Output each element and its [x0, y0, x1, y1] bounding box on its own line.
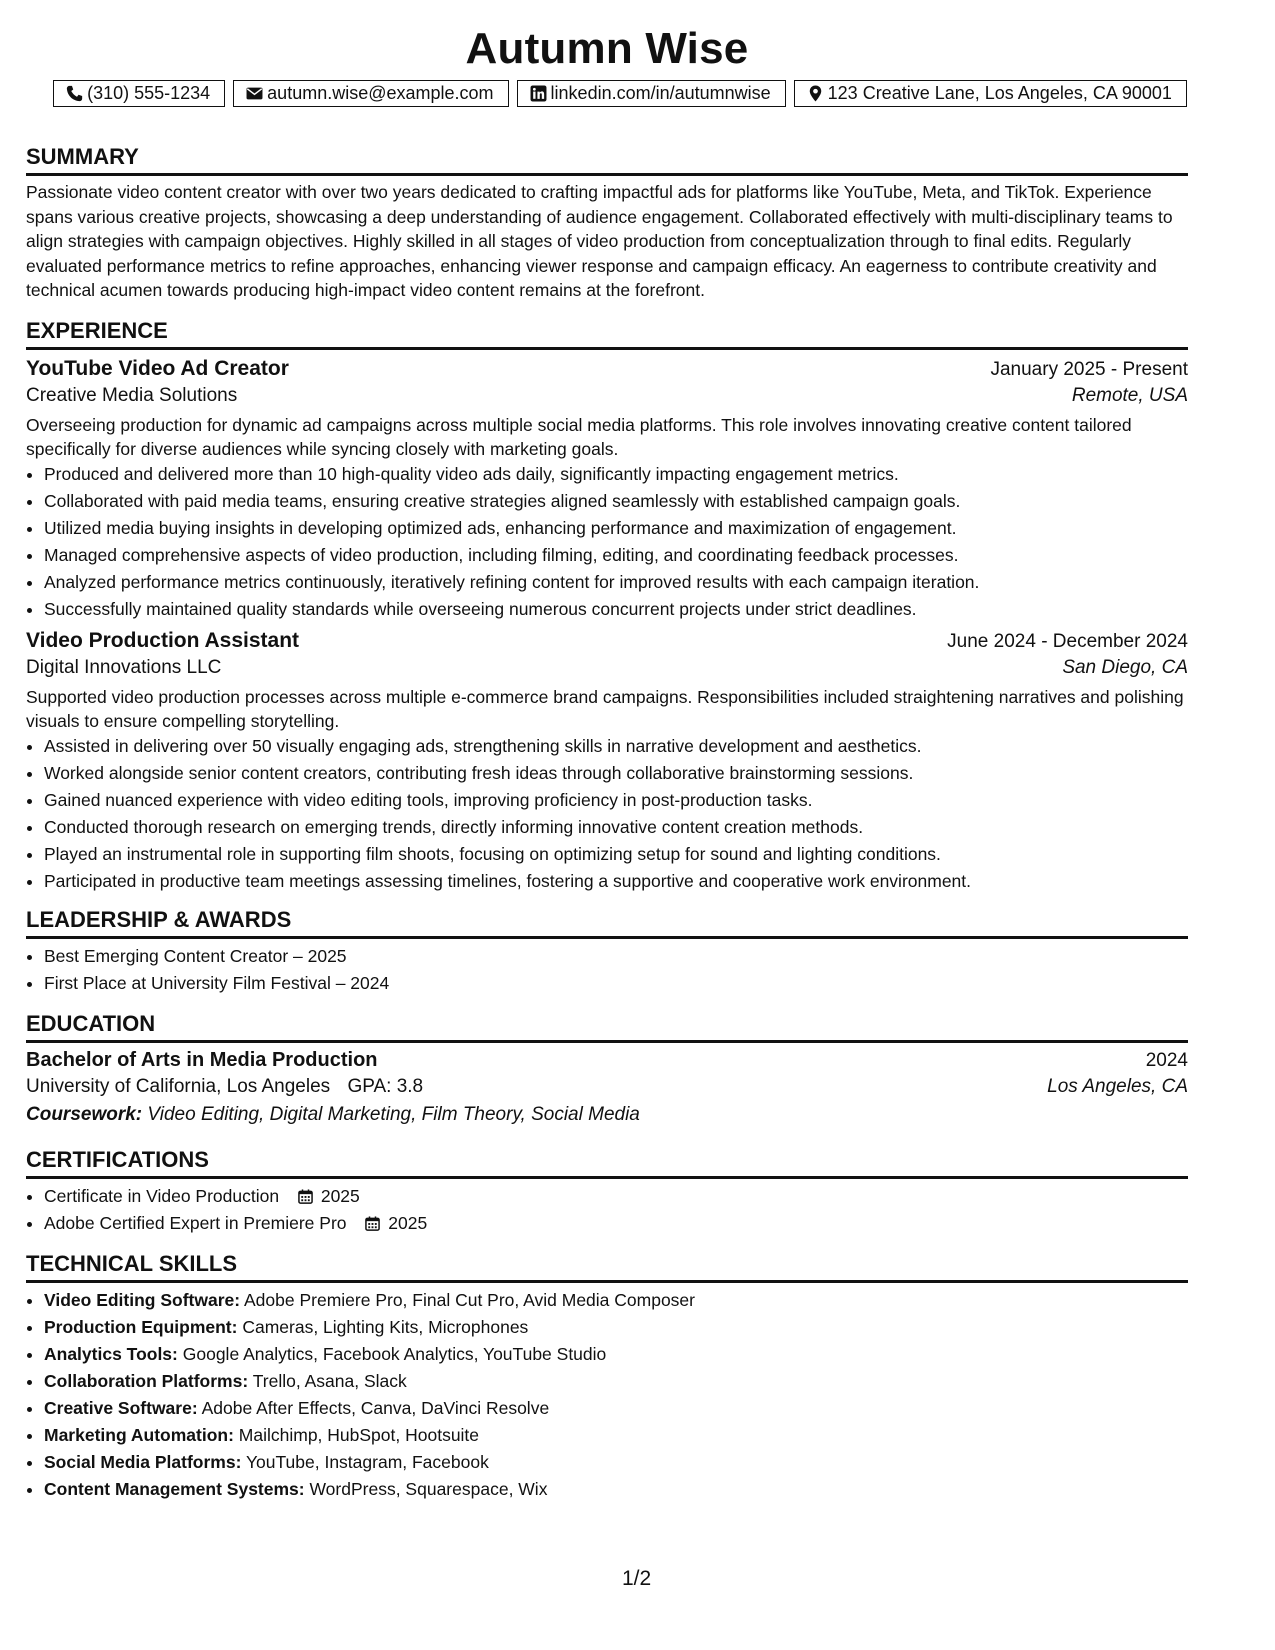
skill-value: Cameras, Lighting Kits, Microphones [242, 1316, 529, 1337]
list-item: • Managed comprehensive aspects of video production, including filming, editing, and coordinating feedback processes. [44, 542, 1188, 569]
list-item: • Best Emerging Content Creator – 2025 [44, 943, 1188, 970]
job-entry [26, 629, 1188, 895]
gpa: GPA: 3.8 [347, 1075, 424, 1097]
skill-value: Google Analytics, Facebook Analytics, YouTube Studio [182, 1343, 607, 1364]
envelope-icon [246, 85, 263, 102]
skills-list [26, 1287, 1188, 1503]
list-item: • Collaborated with paid media teams, ensuring creative strategies aligned seamlessly with established campaign goals. [44, 488, 1188, 515]
list-item [44, 1395, 1188, 1422]
contact-address [794, 80, 1187, 107]
list-item: • Analyzed performance metrics continuously, iteratively refining content for improved results with each campaign iteration. [44, 569, 1188, 596]
certification-year: 2025 [388, 1212, 428, 1233]
job-entry [26, 357, 1188, 623]
job-bullets [26, 461, 1188, 623]
section-title: SUMMARY [26, 143, 1188, 176]
skills-section [26, 1250, 1188, 1503]
list-item [44, 1183, 1188, 1210]
awards-list [26, 943, 1188, 997]
skill-label: Collaboration Platforms: [44, 1370, 249, 1391]
list-item: • Utilized media buying insights in developing optimized ads, enhancing performance and maximization of engagement. [44, 515, 1188, 542]
job-description: Overseeing production for dynamic ad campaigns across multiple social media platforms. This role involves innovating creative content tailored specifically for diverse audiences while syncing closely with marketing goals. [26, 414, 1132, 459]
skill-value: Adobe After Effects, Canva, DaVinci Resolve [201, 1397, 550, 1418]
certification-year: 2025 [320, 1185, 360, 1206]
list-item: • Assisted in delivering over 50 visually engaging ads, strengthening skills in narrative development and aesthetics. [44, 733, 1188, 760]
job-company: Digital Innovations LLC [26, 656, 222, 678]
list-item: • Produced and delivered more than 10 high-quality video ads daily, significantly impacting engagement metrics. [44, 461, 1188, 488]
calendar-icon [298, 1189, 313, 1204]
job-dates: June 2024 - December 2024 [947, 630, 1188, 652]
skill-label: Content Management Systems: [44, 1478, 305, 1499]
job-dates: January 2025 - Present [990, 358, 1188, 380]
list-item [44, 1341, 1188, 1368]
skill-value: Trello, Asana, Slack [252, 1370, 407, 1391]
skill-label: Marketing Automation: [44, 1424, 234, 1445]
list-item [44, 1287, 1188, 1314]
contact-email [233, 80, 508, 107]
job-title: Video Production Assistant [26, 628, 300, 652]
job-company: Creative Media Solutions [26, 384, 238, 406]
candidate-name: Autumn Wise [465, 24, 749, 73]
skill-value: YouTube, Instagram, Facebook [245, 1451, 489, 1472]
certifications-section [26, 1146, 1188, 1237]
education-section [26, 1010, 1188, 1126]
list-item: • Successfully maintained quality standards while overseeing numerous concurrent projects under strict deadlines. [44, 596, 1188, 623]
linkedin-icon [530, 85, 547, 102]
skill-label: Production Equipment: [44, 1316, 238, 1337]
map-pin-icon [807, 85, 824, 102]
certification-name: Adobe Certified Expert in Premiere Pro [44, 1212, 347, 1233]
skill-label: Social Media Platforms: [44, 1451, 242, 1472]
degree-title: Bachelor of Arts in Media Production [26, 1048, 378, 1071]
job-location: Remote, USA [1071, 384, 1188, 406]
coursework-list: Video Editing, Digital Marketing, Film Theory, Social Media [147, 1103, 640, 1125]
skill-value: Mailchimp, HubSpot, Hootsuite [238, 1424, 480, 1445]
list-item: • Played an instrumental role in supporting film shoots, focusing on optimizing setup for sound and lighting conditions. [44, 841, 1188, 868]
job-title: YouTube Video Ad Creator [26, 356, 289, 380]
skill-label: Creative Software: [44, 1397, 198, 1418]
section-title: TECHNICAL SKILLS [26, 1250, 1188, 1283]
list-item [44, 1210, 1188, 1237]
calendar-icon [365, 1216, 380, 1231]
list-item [44, 1368, 1188, 1395]
skill-value: Adobe Premiere Pro, Final Cut Pro, Avid Media Composer [244, 1289, 695, 1310]
contact-text: autumn.wise@example.com [267, 83, 494, 103]
contact-linkedin [517, 80, 786, 107]
list-item: • Conducted thorough research on emerging trends, directly informing innovative content creation methods. [44, 814, 1188, 841]
summary-text: Passionate video content creator with over two years dedicated to crafting impactful ads for platforms like YouTube, Meta, and TikTok. Experience spans various creative projects, showcasing a deep understanding of audience engagement. Collaborated effectively with multi-disciplinary teams to align strategies with campaign objectives. Highly skilled in all stages of video production from conceptualization through to final edits. Regularly evaluated performance metrics to refine approaches, enhancing viewer response and campaign efficacy. An eagerness to contribute creativity and technical acumen towards producing high-impact video content remains at the forefront. [26, 182, 1173, 300]
graduation-year: 2024 [1145, 1049, 1188, 1071]
section-title: LEADERSHIP & AWARDS [26, 906, 1188, 939]
list-item: • Worked alongside senior content creators, contributing fresh ideas through collaborative brainstorming sessions. [44, 760, 1188, 787]
awards-section [26, 906, 1188, 997]
section-title: EXPERIENCE [26, 317, 1188, 350]
contact-phone [53, 80, 225, 107]
list-item [44, 1422, 1188, 1449]
section-title: EDUCATION [26, 1010, 1188, 1043]
page-number: 1/2 [622, 1567, 652, 1590]
job-bullets [26, 733, 1188, 895]
job-description: Supported video production processes across multiple e-commerce brand campaigns. Responsibilities included straightening narratives and polishing visuals to ensure compelling storytelling. [26, 686, 1184, 731]
skill-label: Analytics Tools: [44, 1343, 178, 1364]
school-location: Los Angeles, CA [1047, 1075, 1188, 1097]
list-item [44, 1476, 1188, 1503]
contact-bar [26, 80, 1188, 107]
section-title: CERTIFICATIONS [26, 1146, 1188, 1179]
list-item: • First Place at University Film Festival – 2024 [44, 970, 1188, 997]
certification-name: Certificate in Video Production [44, 1185, 280, 1206]
list-item: • Gained nuanced experience with video editing tools, improving proficiency in post-production tasks. [44, 787, 1188, 814]
skill-value: WordPress, Squarespace, Wix [309, 1478, 548, 1499]
skill-label: Video Editing Software: [44, 1289, 241, 1310]
phone-icon [66, 85, 83, 102]
job-location: San Diego, CA [1062, 656, 1188, 678]
contact-text: (310) 555-1234 [87, 83, 211, 103]
school-name: University of California, Los Angeles [26, 1075, 331, 1097]
contact-text: 123 Creative Lane, Los Angeles, CA 90001 [827, 83, 1172, 103]
summary-section [26, 143, 1188, 303]
coursework [26, 1104, 1188, 1126]
list-item: • Participated in productive team meetings assessing timelines, fostering a supportive and cooperative work environment. [44, 868, 1188, 895]
certifications-list [26, 1183, 1188, 1237]
list-item [44, 1314, 1188, 1341]
coursework-label: Coursework: [26, 1103, 143, 1125]
list-item [44, 1449, 1188, 1476]
experience-section [26, 317, 1188, 895]
contact-text: linkedin.com/in/autumnwise [550, 83, 771, 103]
